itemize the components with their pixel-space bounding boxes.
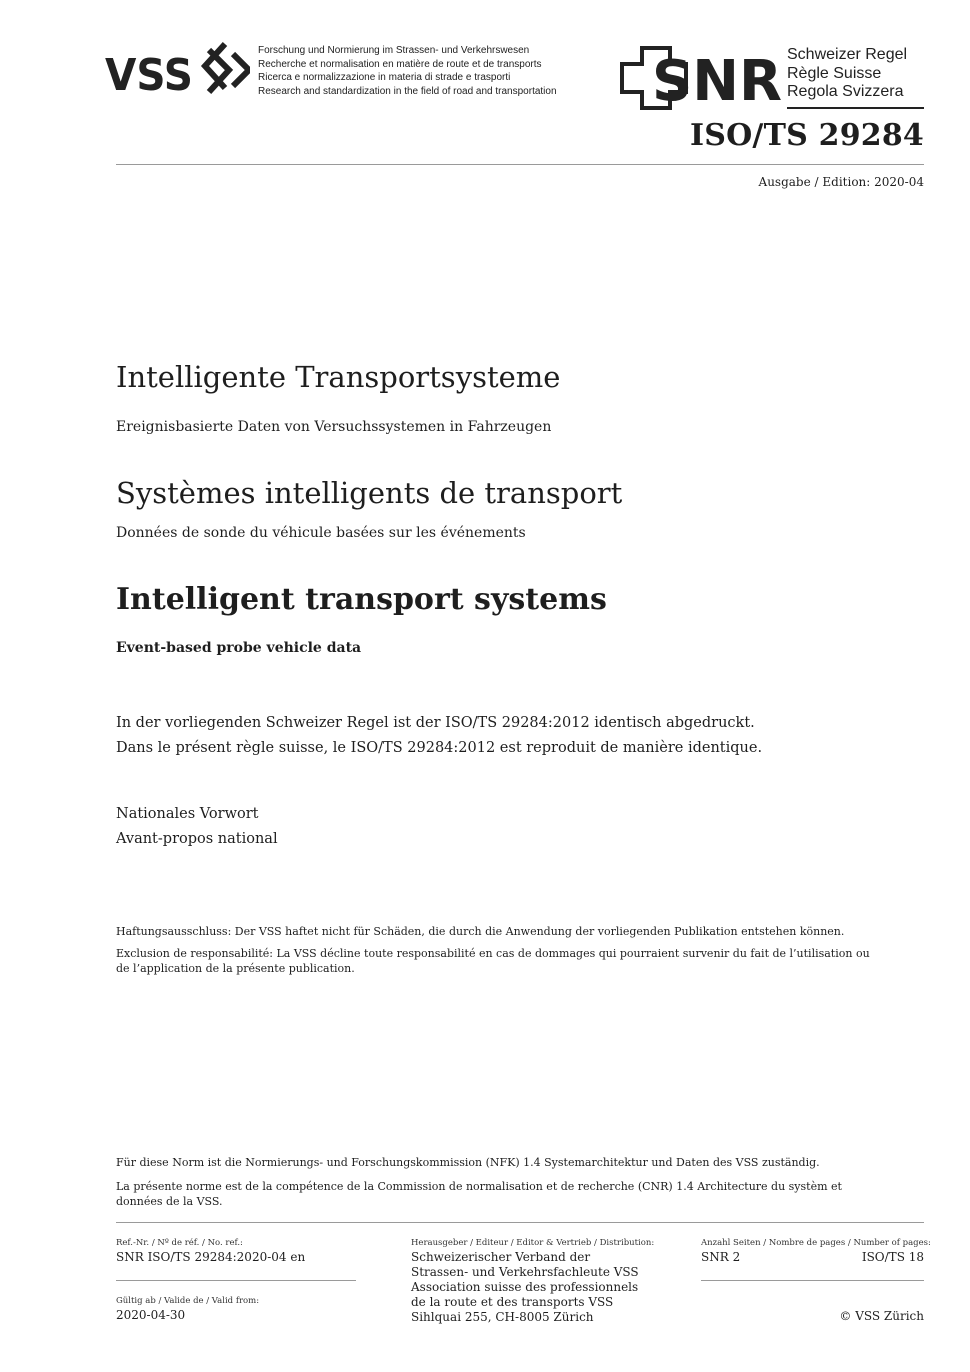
publisher-line: Schweizerischer Verband der [411,1250,591,1264]
pages-label: Anzahl Seiten / Nombre de pages / Number of pages: [701,1238,931,1248]
header-divider [116,164,924,165]
disclaimer-french: Exclusion de responsabilité: La VSS décline toute responsabilité en cas de dommages qui pourraient survenir du fait de l’utilisation ou de l’application de la présente publication. [116,947,870,975]
vss-chevron-icon [205,44,249,92]
copyright: © VSS Zürich [839,1309,924,1323]
snr-underline [787,107,924,109]
vss-tagline-line: Ricerca e normalizzazione in materia di strade e trasporti [258,72,511,83]
foreword-german: Nationales Vorwort [116,806,259,822]
pages-divider [701,1280,924,1281]
pages-iso-count: ISO/TS 18 [861,1250,924,1264]
publisher-line: Association suisse des professionnels [411,1280,639,1294]
responsibility-french: La présente norme est de la compétence de la Commission de normalisation et de recherche (CNR) 1.4 Architecture du systèm et données de la VSS. [116,1180,842,1208]
vss-tagline-line: Forschung und Normierung im Strassen- und Verkehrswesen [258,45,530,56]
subtitle-french: Données de sonde du véhicule basées sur les événements [116,525,526,541]
identity-note-french: Dans le présent règle suisse, le ISO/TS 29284:2012 est reproduit de manière identique. [116,740,763,756]
publisher-line: Sihlquai 255, CH-8005 Zürich [411,1310,594,1324]
subtitle-english: Event-based probe vehicle data [116,640,362,656]
foreword-french: Avant-propos national [116,831,278,847]
snr-word-it: Regola Svizzera [787,83,904,100]
snr-logo [618,46,786,112]
reference-label: Ref.-Nr. / Nº de réf. / No. ref.: [116,1238,243,1248]
snr-word-de: Schweizer Regel [787,46,908,63]
edition-date: Ausgabe / Edition: 2020-04 [758,175,924,189]
subtitle-german: Ereignisbasierte Daten von Versuchssystemen in Fahrzeugen [116,419,552,435]
vss-tagline-line: Recherche et normalisation en matière de route et de transports [258,58,542,70]
vss-logo [105,40,250,96]
document-number: ISO/TS 29284 [690,118,924,153]
title-french: Systèmes intelligents de transport [116,476,623,510]
valid-from-label: Gültig ab / Valide de / Valid from: [116,1296,260,1306]
disclaimer-german: Haftungsausschluss: Der VSS haftet nicht für Schäden, die durch die Anwendung der vorliegenden Publikation entstehen können. [116,925,845,938]
identity-note-german: In der vorliegenden Schweizer Regel ist der ISO/TS 29284:2012 identisch abgedruckt. [116,715,755,731]
pages-snr-count: SNR 2 [701,1250,741,1264]
snr-word-fr: Règle Suisse [787,64,882,82]
footer-divider [116,1222,924,1223]
vss-tagline [258,44,557,98]
snr-words [787,46,907,102]
title-german: Intelligente Transportsysteme [116,360,561,394]
publisher-address [411,1250,639,1325]
reference-divider [116,1280,356,1281]
publisher-line: Strassen- und Verkehrsfachleute VSS [411,1265,639,1279]
vss-tagline-line: Research and standardization in the field of road and transportation [258,85,557,97]
responsibility-german: Für diese Norm ist die Normierungs- und Forschungskommission (NFK) 1.4 Systemarchitektur und Daten des VSS zuständig. [116,1156,820,1169]
publisher-line: de la route et des transports VSS [411,1295,614,1309]
publisher-label: Herausgeber / Editeur / Editor & Vertrieb / Distribution: [411,1238,655,1248]
reference-value: SNR ISO/TS 29284:2020-04 en [116,1250,306,1264]
snr-logo-text: SNR [652,49,782,112]
valid-from-value: 2020-04-30 [116,1308,186,1322]
vss-logo-text: VSS [105,50,193,96]
title-english: Intelligent transport systems [116,582,607,617]
